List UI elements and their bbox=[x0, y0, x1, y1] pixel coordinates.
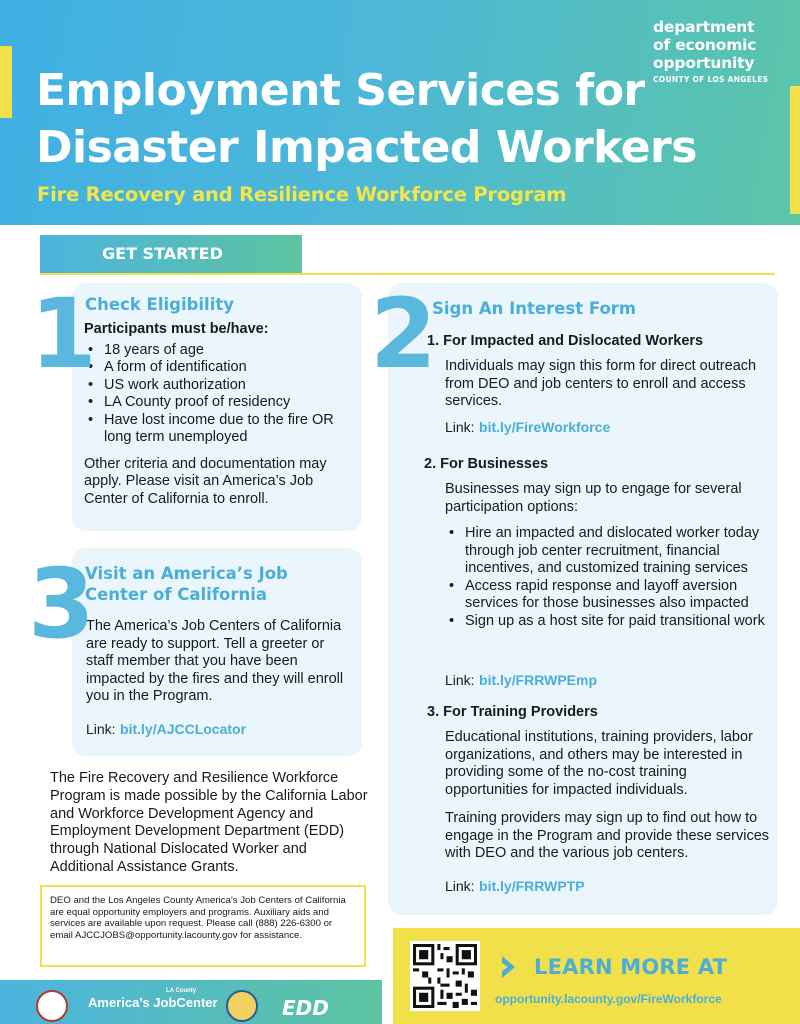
step2-section1-body: Individuals may sign this form for direct outreach from DEO and job centers to enroll and access services. bbox=[445, 358, 757, 409]
edd-logo: EDD bbox=[282, 996, 329, 1020]
get-started-banner: GET STARTED bbox=[40, 235, 302, 273]
ajcc-logo-text: America’s JobCenter bbox=[88, 995, 218, 1010]
list-item: • Hire an impacted and dislocated worker today through job center recruitment, financial incentives, and customized training services bbox=[445, 525, 765, 578]
header-banner bbox=[0, 0, 800, 225]
step3-link-label: Link: bbox=[86, 721, 116, 737]
step2-section3-link-row bbox=[445, 878, 585, 896]
step2-section3-heading: 3. For Training Providers bbox=[427, 704, 598, 720]
ajcc-logo-county: LA County bbox=[166, 988, 197, 994]
list-item: • US work authorization bbox=[84, 377, 349, 395]
list-item: • Have lost income due to the fire OR long term unemployed bbox=[84, 412, 349, 447]
step2-card bbox=[388, 283, 778, 915]
list-item: • LA County proof of residency bbox=[84, 394, 349, 412]
step2-section2-bullets bbox=[445, 525, 765, 630]
logo-county: COUNTY OF LOS ANGELES bbox=[653, 75, 769, 84]
ajcc-logo bbox=[88, 988, 218, 1010]
step2-section1-heading: 1. For Impacted and Dislocated Workers bbox=[427, 333, 704, 349]
page-subtitle: Fire Recovery and Resilience Workforce Program bbox=[37, 183, 567, 206]
right-accent-bar bbox=[790, 86, 800, 214]
page-title bbox=[36, 62, 736, 176]
step2-section2-body: Businesses may sign up to engage for several participation options: bbox=[445, 481, 742, 515]
disclaimer-box: DEO and the Los Angeles County America’s Job Centers of California are equal opportunity employers and programs. Auxiliary aids and services are available upon request. Please call (888) 226-6300 or email AJCCJOBS@opportunity.lacounty.gov for assistance. bbox=[40, 885, 366, 967]
list-item: • A form of identification bbox=[84, 359, 349, 377]
step2-section1-link-row bbox=[445, 419, 610, 437]
step1-number: 1 bbox=[30, 278, 97, 390]
left-accent-bar bbox=[0, 46, 12, 118]
qr-code-graphic bbox=[413, 944, 477, 1008]
step1-intro: Participants must be/have: bbox=[84, 321, 269, 337]
step3-number: 3 bbox=[28, 548, 95, 660]
step1-content bbox=[84, 321, 354, 508]
list-item: • Access rapid response and layoff aversion services for those businesses also impacted bbox=[445, 578, 765, 613]
step1-note: Other criteria and documentation may apply. Please visit an America’s Job Center of California to enroll. bbox=[84, 455, 327, 507]
step1-bullets bbox=[84, 342, 349, 447]
qr-code-icon[interactable] bbox=[410, 941, 480, 1011]
chevron-right-icon bbox=[497, 954, 523, 980]
step2-section1-link-label: Link: bbox=[445, 419, 475, 435]
title-line-2: Disaster Impacted Workers bbox=[36, 122, 697, 173]
step2-section3-body2: Training providers may sign up to find out how to engage in the Program and provide these services with DEO and the various job centers. bbox=[445, 810, 770, 861]
step3-link-row bbox=[86, 721, 246, 739]
step2-section1-link[interactable]: bit.ly/FireWorkforce bbox=[479, 419, 611, 435]
step1-card bbox=[72, 283, 362, 531]
learn-more-link[interactable]: opportunity.lacounty.gov/FireWorkforce bbox=[495, 992, 722, 1006]
step2-section3-link[interactable]: bit.ly/FRRWPTP bbox=[479, 878, 585, 894]
title-line-1: Employment Services for bbox=[36, 65, 645, 116]
step3-title: Visit an America’s Job Center of California bbox=[85, 564, 288, 604]
step2-section2-link-row bbox=[445, 672, 597, 690]
step3-link[interactable]: bit.ly/AJCCLocator bbox=[120, 721, 247, 737]
step2-section3-link-label: Link: bbox=[445, 878, 475, 894]
step3-card bbox=[72, 548, 362, 756]
step2-section2-link-label: Link: bbox=[445, 672, 475, 688]
step2-title: Sign An Interest Form bbox=[432, 299, 637, 318]
list-item: • 18 years of age bbox=[84, 342, 349, 360]
logo-line-1: department bbox=[653, 18, 755, 36]
list-item: • Sign up as a host site for paid transitional work bbox=[445, 613, 765, 631]
learn-more-heading: LEARN MORE AT bbox=[534, 955, 728, 979]
get-started-divider bbox=[40, 273, 775, 275]
step2-number: 2 bbox=[370, 278, 437, 390]
funding-note: The Fire Recovery and Resilience Workforce Program is made possible by the California Labor and Workforce Development Agency and Employment Development Department (EDD) through National Dislocated Worker and Additional Assistance Grants. bbox=[50, 770, 368, 875]
logo-line-2: of economic bbox=[653, 36, 757, 54]
deo-logo bbox=[653, 18, 768, 84]
step2-section2-link[interactable]: bit.ly/FRRWPEmp bbox=[479, 672, 597, 688]
logo-line-3: opportunity bbox=[653, 54, 755, 72]
step2-section3-body: Educational institutions, training providers, labor organizations, and others may be interested in providing some of the no-cost training opportunities for impacted individuals. bbox=[445, 729, 753, 798]
step1-title: Check Eligibility bbox=[85, 295, 235, 314]
step3-body: The America’s Job Centers of California are ready to support. Tell a greeter or staff member that you have been impacted by the fires and they will enroll you in the Program. bbox=[86, 618, 344, 704]
la-county-seal-icon bbox=[36, 990, 68, 1022]
step2-section2-heading: 2. For Businesses bbox=[424, 456, 549, 472]
workforce-board-seal-icon bbox=[226, 990, 258, 1022]
